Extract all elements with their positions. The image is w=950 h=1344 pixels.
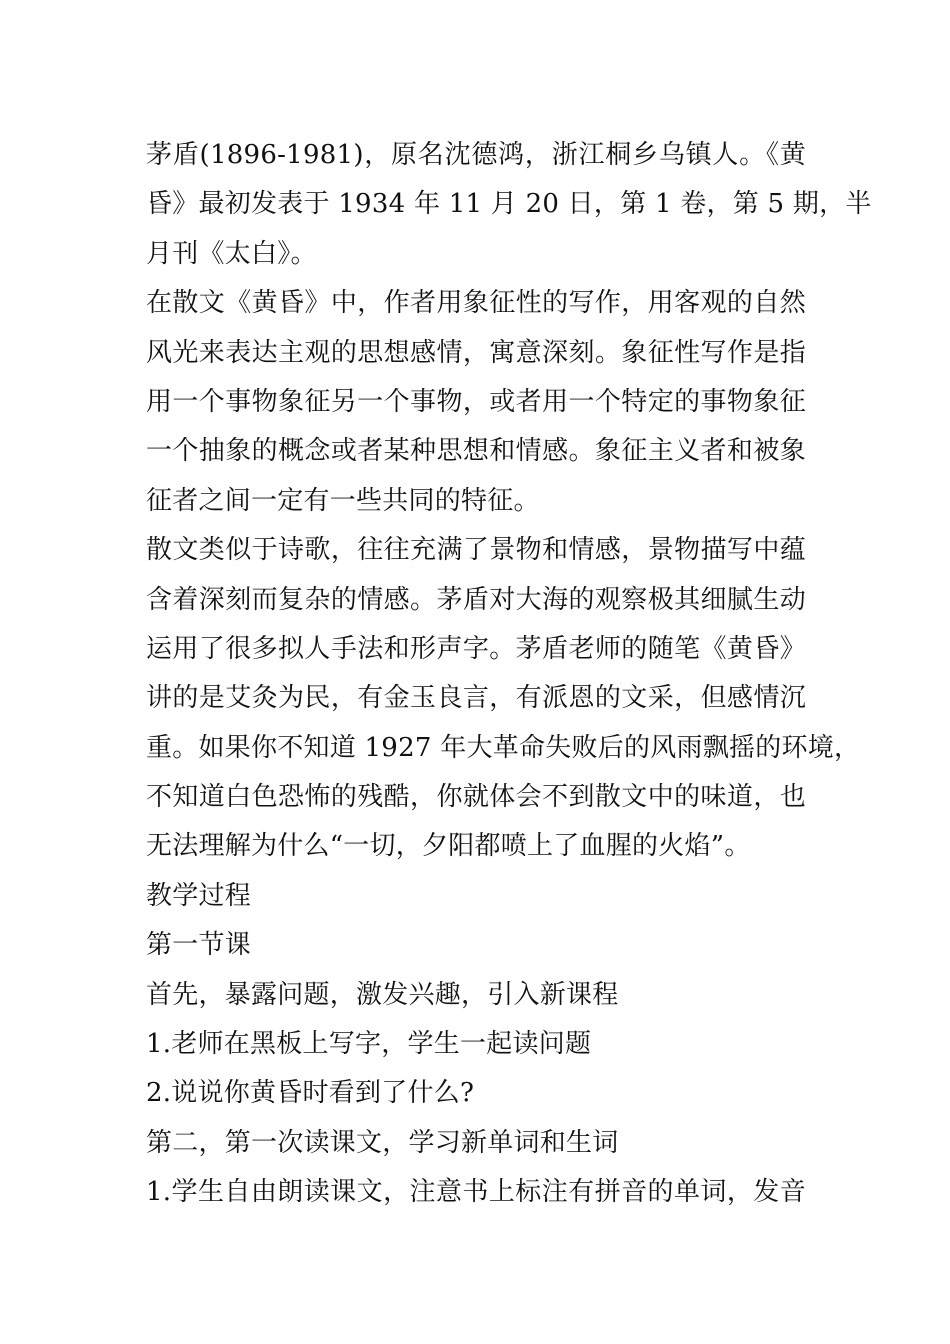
text-line: 风光来表达主观的思想感情，寓意深刻。象征性写作是指 [146,337,806,368]
list-item: 1.老师在黑板上写字，学生一起读问题 [146,1029,592,1060]
section-heading: 第一节课 [146,930,252,961]
text-line: 重。如果你不知道 1927 年大革命失败后的风雨飘摇的环境， [146,732,861,763]
text-line: 用一个事物象征另一个事物，或者用一个特定的事物象征 [146,386,806,417]
text-line: 征者之间一定有一些共同的特征。 [146,485,540,516]
text-line: 在散文《黄昏》中，作者用象征性的写作，用客观的自然 [146,288,806,319]
document-body [146,131,872,1218]
list-item: 2.说说你黄昏时看到了什么? [146,1078,475,1109]
text-line: 昏》最初发表于 1934 年 11 月 20 日，第 1 卷，第 5 期，半 [146,189,872,220]
text-line: 月刊《太白》。 [146,238,317,269]
text-line: 不知道白色恐怖的残酷，你就体会不到散文中的味道，也 [146,782,806,813]
text-line: 含着深刻而复杂的情感。茅盾对大海的观察极其细腻生动 [146,584,806,615]
text-line: 茅盾(1896-1981)，原名沈德鸿，浙江桐乡乌镇人。《黄 [146,140,806,170]
text-line: 讲的是艾灸为民，有金玉良言，有派恩的文采，但感情沉 [146,683,806,714]
text-line: 首先，暴露问题，激发兴趣，引入新课程 [146,979,619,1010]
text-line: 第二，第一次读课文，学习新单词和生词 [146,1127,619,1158]
section-heading: 教学过程 [146,880,252,911]
text-line: 无法理解为什么“一切，夕阳都喷上了血腥的火焰”。 [146,831,751,862]
text-line: 运用了很多拟人手法和形声字。茅盾老师的随笔《黄昏》 [146,633,806,664]
text-line: 一个抽象的概念或者某种思想和情感。象征主义者和被象 [146,436,806,467]
list-item: 1.学生自由朗读课文，注意书上标注有拼音的单词，发音 [146,1177,806,1208]
text-line: 散文类似于诗歌，往往充满了景物和情感，景物描写中蕴 [146,535,806,566]
